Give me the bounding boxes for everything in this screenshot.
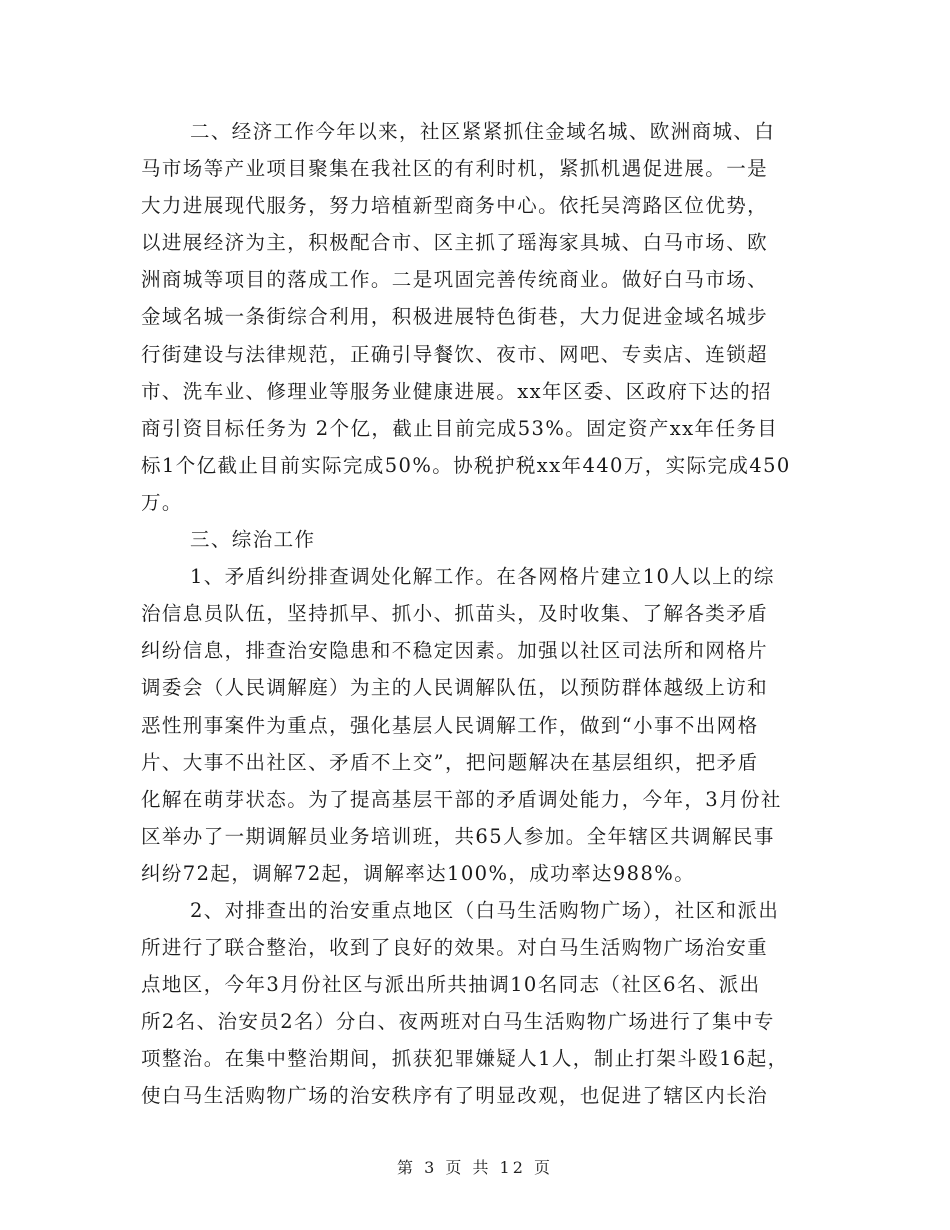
paragraph-line: 商引资目标任务为 2个亿，截止目前完成53%。固定资产xx年任务目 xyxy=(141,416,779,440)
paragraph-line: 2、对排查出的治安重点地区（白马生活购物广场），社区和派出 xyxy=(190,898,780,922)
paragraph-line: 市、洗车业、修理业等服务业健康进展。xx年区委、区政府下达的招 xyxy=(141,379,772,403)
paragraph-line: 点地区，今年3月份社区与派出所共抽调10名同志（社区6名、派出 xyxy=(141,973,761,997)
paragraph-line: 区举办了一期调解员业务培训班，共65人参加。全年辖区共调解民事 xyxy=(141,824,775,848)
paragraph-line: 使白马生活购物广场的治安秩序有了明显改观，也促进了辖区内长治 xyxy=(141,1084,769,1108)
paragraph-line: 以进展经济为主，积极配合市、区主抓了瑶海家具城、白马市场、欧 xyxy=(141,231,769,255)
paragraph-line: 化解在萌芽状态。为了提高基层干部的矛盾调处能力，今年，3月份社 xyxy=(141,787,782,811)
paragraph-line: 二、经济工作今年以来，社区紧紧抓住金域名城、欧洲商城、白 xyxy=(190,120,776,143)
paragraph-line: 治信息员队伍，坚持抓早、抓小、抓苗头，及时收集、了解各类矛盾 xyxy=(141,602,769,626)
paragraph-line: 片、大事不出社区、矛盾不上交”，把问题解决在基层组织，把矛盾 xyxy=(141,750,759,774)
paragraph-line: 标1个亿截止目前实际完成50%。协税护税xx年440万，实际完成450 xyxy=(141,453,791,477)
paragraph-line: 1、矛盾纠纷排查调处化解工作。在各网格片建立10人以上的综 xyxy=(190,565,775,589)
document-body xyxy=(141,113,803,1115)
paragraph-line: 行街建设与法律规范，正确引导餐饮、夜市、网吧、专卖店、连锁超 xyxy=(141,342,769,366)
section-heading: 三、综治工作 xyxy=(190,528,316,552)
page-number-footer: 第 3 页 共 12 页 xyxy=(397,1158,553,1177)
paragraph-line: 马市场等产业项目聚集在我社区的有利时机，紧抓机遇促进展。一是 xyxy=(141,157,769,181)
paragraph-line: 万。 xyxy=(141,490,183,514)
paragraph-line: 洲商城等项目的落成工作。二是巩固完善传统商业。做好白马市场、 xyxy=(141,268,769,292)
paragraph-line: 纠纷72起，调解72起，调解率达100%，成功率达988%。 xyxy=(141,861,696,885)
paragraph-line: 调委会（人民调解庭）为主的人民调解队伍，以预防群体越级上访和 xyxy=(141,676,769,700)
paragraph-line: 大力进展现代服务，努力培植新型商务中心。依托吴湾路区位优势， xyxy=(141,194,769,218)
paragraph-line: 金域名城一条街综合利用，积极进展特色街巷，大力促进金域名城步 xyxy=(141,305,769,329)
paragraph-line: 恶性刑事案件为重点，强化基层人民调解工作，做到“小事不出网格 xyxy=(141,713,759,737)
paragraph-line: 所进行了联合整治，收到了良好的效果。对白马生活购物广场治安重 xyxy=(141,936,769,960)
paragraph-line: 项整治。在集中整治期间，抓获犯罪嫌疑人1人，制止打架斗殴16起， xyxy=(141,1047,789,1071)
paragraph-line: 所2名、治安员2名）分白、夜两班对白马生活购物广场进行了集中专 xyxy=(141,1010,775,1034)
paragraph-line: 纠纷信息，排查治安隐患和不稳定因素。加强以社区司法所和网格片 xyxy=(141,639,769,663)
